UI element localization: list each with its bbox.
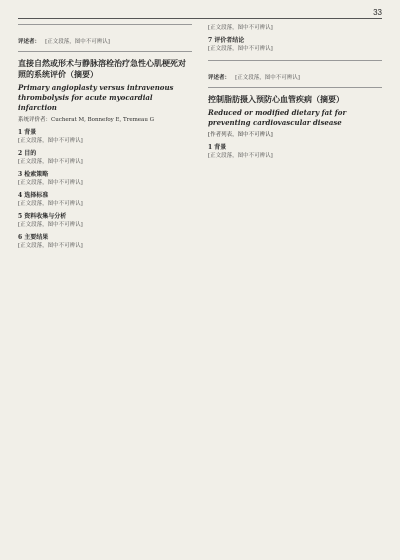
reviewer-comment [18,24,192,52]
article-title-cn: 控制脂肪摄入预防心血管疾病（摘要） [208,94,344,104]
section-selection-criteria [18,191,192,209]
article-authors: 系统评价者：Cucherat M, Bonnefoy E, Tremeau G [18,117,155,123]
section-objectives [18,149,192,167]
section-main-results [18,233,192,251]
section-heading: 7 评价者结论 [208,37,245,44]
section-data-collection [18,212,192,230]
comment-tag: 评述者： [208,75,231,81]
comment-text: [正文段落，图中不可辨认] [45,39,110,45]
right-column [208,24,382,161]
section-heading: 5 资料收集与分析 [18,213,67,220]
reviewer-comment [208,60,382,88]
comment-tag: 评述者： [18,39,41,45]
section-heading: 2 目的 [18,150,37,157]
article-title-en: Reduced or modified dietary fat for preventing cardiovascular disease [208,108,347,127]
section-body: [正文段落，图中不可辨认] [18,180,83,186]
section-heading: 1 背景 [18,129,37,136]
article-authors: [作者列表，图中不可辨认] [208,132,273,138]
article-title-en: Primary angioplasty versus intravenous thrombolysis for acute myocardial infarction [18,83,174,112]
results-continuation: [正文段落，图中不可辨认] [208,25,273,31]
section-background [18,128,192,146]
section-body: [正文段落，图中不可辨认] [18,243,83,249]
left-column [18,24,192,251]
running-head [18,9,382,19]
article-title-cn: 直接自然或形术与静脉溶栓治疗急性心肌梗死对照的系统评价（摘要） [18,58,186,79]
section-body: [正文段落，图中不可辨认] [18,159,83,165]
section-heading: 3 检索策略 [18,171,49,178]
section-heading: 6 主要结果 [18,234,49,241]
page-number: 33 [373,8,382,17]
section-body: [正文段落，图中不可辨认] [18,201,83,207]
section-body: [正文段落，图中不可辨认] [208,46,273,52]
section-conclusions [208,36,382,54]
comment-text: [正文段落，图中不可辨认] [235,75,300,81]
section-body: [正文段落，图中不可辨认] [18,138,83,144]
section-heading: 4 选择标准 [18,192,49,199]
section-body: [正文段落，图中不可辨认] [208,153,273,159]
section-search-strategy [18,170,192,188]
section-body: [正文段落，图中不可辨认] [18,222,83,228]
section-background [208,143,382,161]
section-heading: 1 背景 [208,144,227,151]
